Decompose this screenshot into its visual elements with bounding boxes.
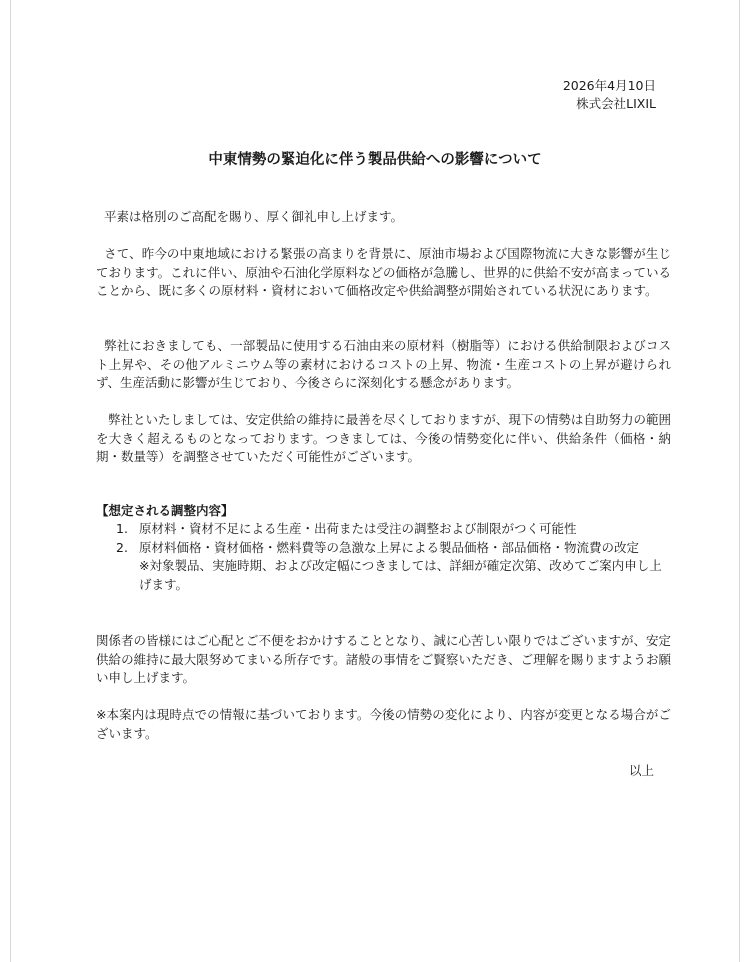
paragraph-supply-conditions-text: 弊社といたしましては、安定供給の維持に最善を尽くしておりますが、現下の情勢は自助努力の範囲を大きく超えるものとなっております。つきましては、今後の情勢変化に伴い、供給条件（価格・納期・数量等）を調整させていただく可能性がございます。 [96,412,671,464]
paragraph-disclaimer: ※本案内は現時点での情報に基づいております。今後の情勢の変化により、内容が変更となる場合がございます。 [96,707,671,741]
document-title: 中東情勢の緊迫化に伴う製品供給への影響について [208,152,542,168]
list-item-text: 原材料価格・資材価格・燃料費等の急激な上昇による製品価格・部品価格・物流費の改定 [139,539,640,555]
list-item-text: 原材料・資材不足による生産・出荷または受注の調整および制限がつく可能性 [139,521,577,536]
paragraph-situation-text: さて、昨今の中東地域における緊張の高まりを背景に、原油市場および国際物流に大きな影響が生じております。これに伴い、原油や石油化学原料などの価格が急騰し、世界的に供給不安が高まっていることから、既に多くの原材料・資材において価格改定や供給調整が開始されている状況にあります。 [96,246,671,298]
greeting-paragraph [96,208,671,227]
company-name: 株式会社LIXIL [576,96,656,111]
adjustments-list [96,520,671,594]
list-item-number: 1. [116,521,128,536]
paragraph-company-impact [96,337,671,393]
adjustments-heading: 【想定される調整内容】 [96,503,234,518]
paragraph-supply-conditions [96,411,671,467]
list-item-note: ※対象製品、実施時期、および改定幅につきましては、詳細が確定次第、改めてご案内申し上げます。 [139,558,662,592]
paragraph-apology: 関係者の皆様にはご心配とご不便をおかけすることとなり、誠に心苦しい限りではございますが、安定供給の維持に最大限努めてまいる所存です。諸般の事情をご賢察いただき、ご理解を賜りますようお願い申し上げます。 [96,633,672,685]
list-item [96,539,671,595]
page-edge-left [10,0,11,962]
closing-mark: 以上 [628,763,654,778]
list-item [96,520,671,539]
document-date: 2026年4月10日 [562,78,656,93]
paragraph-situation [96,245,671,301]
paragraph-company-impact-text: 弊社におきましても、一部製品に使用する石油由来の原材料（樹脂等）における供給制限およびコスト上昇や、その他アルミニウム等の素材におけるコストの上昇、物流・生産コストの上昇が避けられず、生産活動に影響が生じており、今後さらに深刻化する懸念があります。 [96,338,671,390]
greeting-text: 平素は格別のご高配を賜り、厚く御礼申し上げます。 [103,209,403,224]
page-edge-right [739,0,740,962]
list-item-number: 2. [116,539,128,555]
